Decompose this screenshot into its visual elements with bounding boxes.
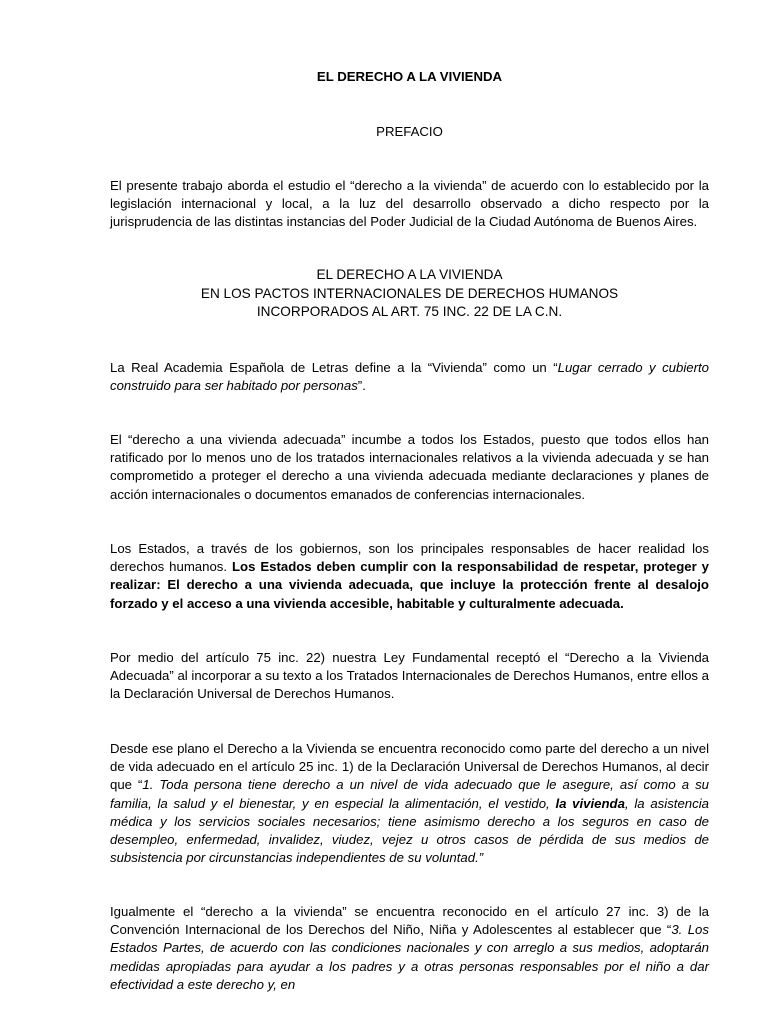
paragraph-responsibilities [110,540,709,613]
paragraph-intro: El presente trabajo aborda el estudio el “derecho a la vivienda” de acuerdo con lo establecido por la legislación internacional y local, a la luz del desarrollo observado a dicho respecto por la jurisprudencia de las distintas instancias del Poder Judicial de la Ciudad Autónoma de Buenos Aires. [110,178,709,230]
italic-quote: 1. Toda persona tiene derecho a un nivel de vida adecuado que le asegure, así como a su familia, la salud y el bienestar, y en especial la alimentación, el vestido, [110,777,710,811]
paragraph-article-25 [110,740,709,867]
paragraph-text: ”. [357,378,366,394]
paragraph-text: La Real Academia Española de Letras define a la “Vivienda” como un “ [110,360,558,375]
paragraph-text: Desde ese plano el Derecho a la Vivienda se encuentra reconocido como parte del derecho a un nivel de vida adecuado en el artículo 25 inc. 1) de la Declaración Universal de Derechos Humanos, al decir que “ [110,741,709,793]
section-heading-line: INCORPORADOS AL ART. 75 INC. 22 DE LA C.N. [256,304,563,320]
section-heading [110,266,709,322]
paragraph-states: El “derecho a una vivienda adecuada” incumbe a todos los Estados, puesto que todos ellos han ratificado por lo menos uno de los tratados internacionales relativos a la vivienda adecuada y se han comprometido a proteger el derecho a una vivienda adecuada mediante declaraciones y planes de acción internacionales o documentos emanados de conferencias internacionales. [110,432,709,502]
paragraph-article-27 [110,903,709,994]
paragraph-definition [110,359,709,395]
section-heading-line: EL DERECHO A LA VIVIENDA [316,267,503,282]
italic-quote: , la asistencia médica y los servicios sociales necesarios; tiene asimismo derecho a los seguros en caso de desempleo, enfermedad, invalidez, viudez, vejez u otros casos de pérdida de sus medios de subsistencia por circunstancias independientes de su voluntad.” [110,795,709,866]
italic-quote: 3. Los Estados Partes, de acuerdo con las condiciones nacionales y con arreglo a sus medios, adoptarán medidas apropiadas para ayudar a los padres y a otras personas responsables por el niño a dar efectividad a este derecho y, en [110,922,709,992]
document-title: EL DERECHO A LA VIVIENDA [316,69,503,84]
paragraph-article-75: Por medio del artículo 75 inc. 22) nuestra Ley Fundamental receptó el “Derecho a la Vivienda Adecuada” al incorporar a su texto a los Tratados Internacionales de Derechos Humanos, entre ellos a la Declaración Universal de Derechos Humanos. [110,650,709,702]
italic-quote: Lugar cerrado y cubierto construido para ser habitado por personas [110,360,709,394]
bold-text: Los Estados deben cumplir con la responsabilidad de respetar, proteger y realizar: El derecho a una vivienda adecuada, que incluye la protección frente al desalojo forzado y el acceso a una vivienda accesible, habitable y culturalmente adecuada. [110,559,710,611]
section-heading-line: EN LOS PACTOS INTERNACIONALES DE DERECHOS HUMANOS [200,285,619,301]
bold-italic-text: la vivienda [555,795,625,811]
paragraph-text: Igualmente el “derecho a la vivienda” se encuentra reconocido en el artículo 27 inc. 3) de la Convención Internacional de los Derechos del Niño, Niña y Adolescentes al establecer que “ [110,904,709,938]
prefacio-heading: PREFACIO [376,124,443,139]
paragraph-text: Los Estados, a través de los gobiernos, son los principales responsables de hacer realidad los derechos humanos. [110,541,709,575]
